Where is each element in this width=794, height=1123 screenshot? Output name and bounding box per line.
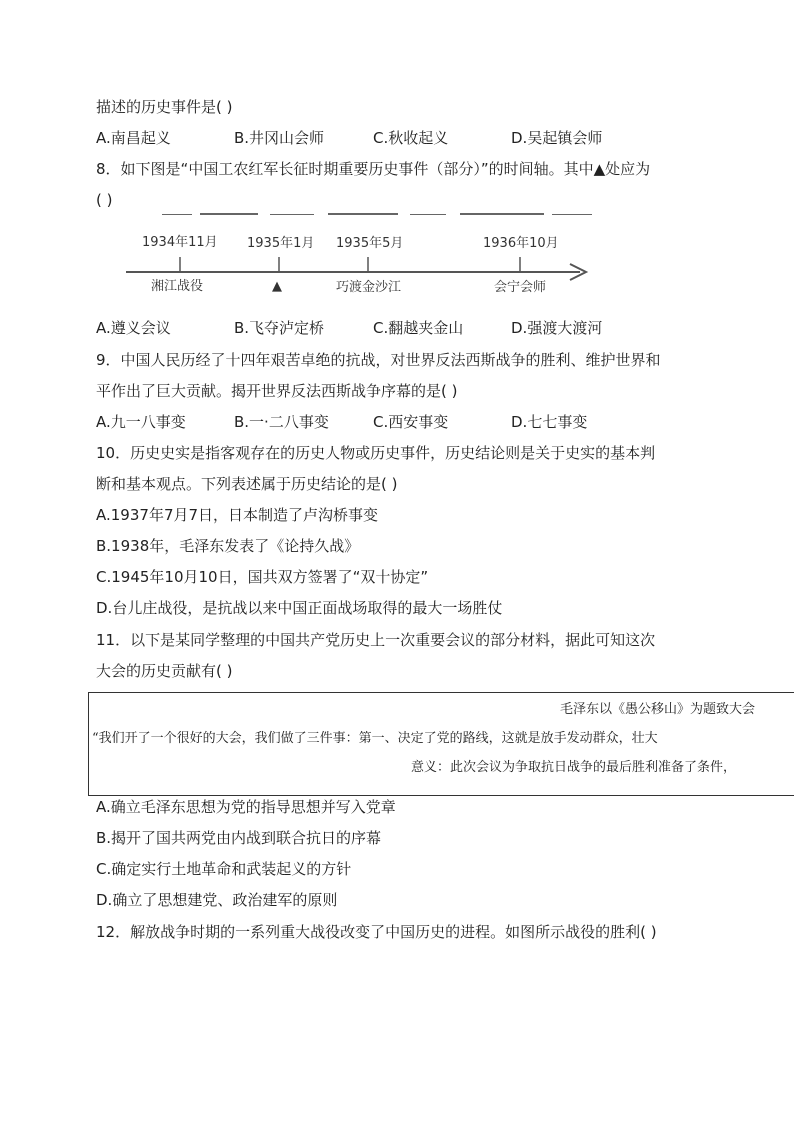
q7-option-a[interactable]: A.南昌起义 [96, 129, 171, 147]
q11-option-a[interactable]: A.确立毛泽东思想为党的指导思想并写入党章 [96, 798, 396, 816]
q11-stem-line1: 11．以下是某同学整理的中国共产党历史上一次重要会议的部分材料，据此可知这次 [96, 631, 656, 649]
q11-material-box [88, 692, 794, 796]
q10-option-a[interactable]: A.1937年7月7日，日本制造了卢沟桥事变 [96, 506, 379, 524]
q9-option-d[interactable]: D.七七事变 [511, 413, 588, 431]
q9-option-a[interactable]: A.九一八事变 [96, 413, 186, 431]
q9-stem-line1: 9．中国人民历经了十四年艰苦卓绝的抗战，对世界反法西斯战争的胜利、维护世界和 [96, 351, 661, 369]
q8-stem-line1: 8．如下图是“中国工农红军长征时期重要历史事件（部分）”的时间轴。其中▲处应为 [96, 160, 651, 178]
material-line3: 意义：此次会议为争取抗日战争的最后胜利准备了条件， [411, 760, 737, 775]
q11-option-c[interactable]: C.确定实行土地革命和武装起义的方针 [96, 860, 352, 878]
timeline-date-1: 1934年11月 [142, 235, 218, 250]
q12-stem-line1: 12．解放战争时期的一系列重大战役改变了中国历史的进程。如图所示战役的胜利( ) [96, 923, 657, 941]
timeline-date-3: 1935年5月 [336, 236, 404, 251]
timeline-date-2: 1935年1月 [247, 236, 315, 251]
q10-option-b[interactable]: B.1938年，毛泽东发表了《论持久战》 [96, 537, 360, 555]
q7-option-c[interactable]: C.秋收起义 [373, 129, 449, 147]
q10-option-c[interactable]: C.1945年10月10日，国共双方签署了“双十协定” [96, 568, 429, 586]
q9-option-b[interactable]: B.一·二八事变 [234, 413, 329, 431]
q11-stem-line2: 大会的历史贡献有( ) [96, 662, 233, 680]
q11-option-d[interactable]: D.确立了思想建党、政治建军的原则 [96, 891, 338, 909]
timeline-event-3: 巧渡金沙江 [336, 280, 402, 295]
q8-option-a[interactable]: A.遵义会议 [96, 319, 171, 337]
q11-option-b[interactable]: B.揭开了国共两党由内战到联合抗日的序幕 [96, 829, 382, 847]
q9-stem-line2: 平作出了巨大贡献。揭开世界反法西斯战争序幕的是( ) [96, 382, 458, 400]
material-line2: “我们开了一个很好的大会，我们做了三件事：第一、决定了党的路线，这就是放手发动群众，壮大 [92, 731, 658, 746]
material-line1: 毛泽东以《愚公移山》为题致大会 [560, 702, 756, 717]
long-march-timeline [118, 212, 598, 302]
timeline-event-1: 湘江战役 [151, 279, 204, 294]
q10-stem-line1: 10．历史史实是指客观存在的历史人物或历史事件，历史结论则是关于史实的基本判 [96, 444, 656, 462]
timeline-event-2-triangle: ▲ [272, 279, 282, 294]
q7-option-d[interactable]: D.吴起镇会师 [511, 129, 603, 147]
q8-option-b[interactable]: B.飞夺泸定桥 [234, 319, 325, 337]
q10-option-d[interactable]: D.台儿庄战役，是抗战以来中国正面战场取得的最大一场胜仗 [96, 599, 503, 617]
q9-option-c[interactable]: C.西安事变 [373, 413, 449, 431]
q10-stem-line2: 断和基本观点。下列表述属于历史结论的是( ) [96, 475, 398, 493]
timeline-event-4: 会宁会师 [494, 280, 547, 295]
timeline-date-4: 1936年10月 [483, 236, 559, 251]
q8-stem-line2: ( ) [96, 191, 113, 209]
q8-option-c[interactable]: C.翻越夹金山 [373, 319, 464, 337]
q7-option-b[interactable]: B.井冈山会师 [234, 129, 325, 147]
q7-stem: 描述的历史事件是( ) [96, 98, 233, 116]
q8-option-d[interactable]: D.强渡大渡河 [511, 319, 603, 337]
